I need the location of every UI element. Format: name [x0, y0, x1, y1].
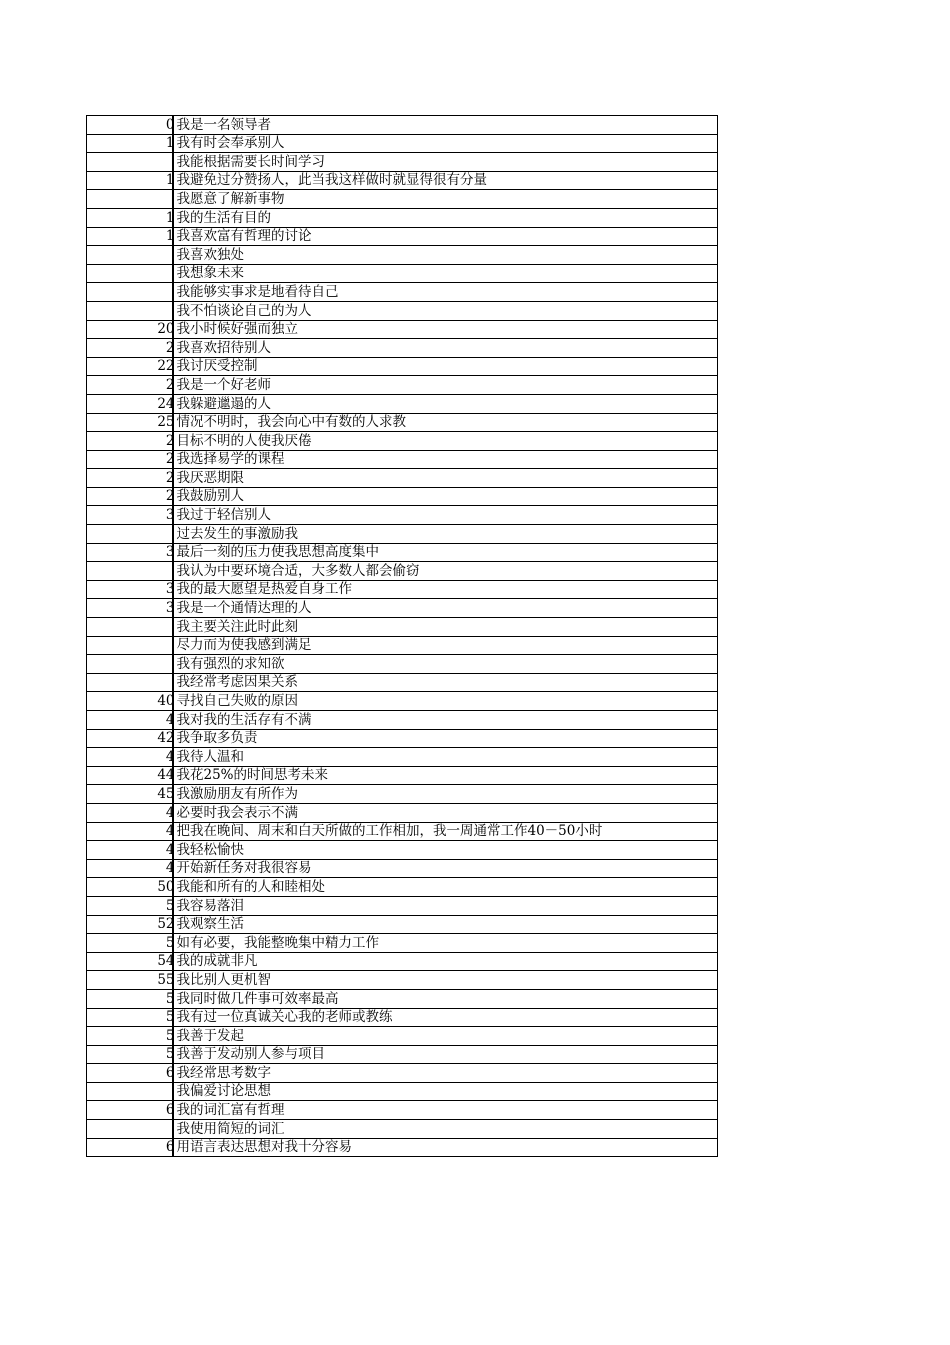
statement-cell[interactable]: 我容易落泪	[173, 896, 718, 915]
table-row	[87, 506, 718, 525]
row-number-cell[interactable]	[87, 116, 173, 135]
table-row	[87, 208, 718, 227]
statement-cell[interactable]: 如有必要，我能整晚集中精力工作	[173, 934, 718, 953]
row-number: 25	[157, 414, 175, 431]
statement-cell[interactable]: 我花25%的时间思考未来	[173, 766, 718, 785]
statement-cell[interactable]: 我有强烈的求知欲	[173, 655, 718, 674]
table-row	[87, 246, 718, 265]
statement-cell[interactable]: 我有过一位真诚关心我的老师或教练	[173, 1008, 718, 1027]
row-number: 3	[165, 507, 175, 524]
table-row	[87, 1064, 718, 1083]
row-number: 20	[157, 321, 175, 338]
row-number-cell[interactable]	[87, 1082, 173, 1101]
table-row	[87, 785, 718, 804]
statement-cell[interactable]: 我能和所有的人和睦相处	[173, 878, 718, 897]
row-number-cell[interactable]	[87, 339, 173, 358]
statement-cell[interactable]: 我对我的生活存有不满	[173, 711, 718, 730]
row-number: 5	[165, 1046, 175, 1063]
row-number: 22	[157, 358, 175, 375]
table-row	[87, 525, 718, 544]
row-number-cell[interactable]	[87, 580, 173, 599]
table-row	[87, 1045, 718, 1064]
table-row	[87, 413, 718, 432]
row-number-cell[interactable]	[87, 989, 173, 1008]
survey-sheet	[86, 115, 718, 1157]
statement-cell[interactable]: 我激励朋友有所作为	[173, 785, 718, 804]
row-number-cell[interactable]	[87, 394, 173, 413]
table-row	[87, 1101, 718, 1120]
row-number: 2	[165, 432, 175, 449]
table-row	[87, 134, 718, 153]
row-number-cell[interactable]	[87, 766, 173, 785]
row-number: 5	[165, 1009, 175, 1026]
table-row	[87, 432, 718, 451]
statement-cell[interactable]: 我的词汇富有哲理	[173, 1101, 718, 1120]
row-number-cell[interactable]	[87, 376, 173, 395]
row-number: 52	[157, 916, 175, 933]
statement-cell[interactable]: 我喜欢招待别人	[173, 339, 718, 358]
table-row	[87, 841, 718, 860]
table-row	[87, 357, 718, 376]
row-number: 42	[157, 730, 175, 747]
row-number-cell[interactable]	[87, 208, 173, 227]
row-number: 2	[165, 469, 175, 486]
statement-cell[interactable]: 我待人温和	[173, 748, 718, 767]
table-row	[87, 1008, 718, 1027]
row-number: 5	[165, 990, 175, 1007]
row-number-cell[interactable]	[87, 134, 173, 153]
table-row	[87, 227, 718, 246]
statement-cell[interactable]: 我的成就非凡	[173, 952, 718, 971]
statement-cell[interactable]: 我比别人更机智	[173, 971, 718, 990]
row-number: 44	[157, 767, 175, 784]
row-number-cell[interactable]	[87, 599, 173, 618]
row-number-cell[interactable]	[87, 636, 173, 655]
row-number: 0	[165, 116, 175, 133]
table-row	[87, 971, 718, 990]
table-row	[87, 320, 718, 339]
row-number-cell[interactable]	[87, 952, 173, 971]
row-number-cell[interactable]	[87, 692, 173, 711]
table-row	[87, 376, 718, 395]
table-row	[87, 116, 718, 135]
statement-cell[interactable]: 我是一个通情达理的人	[173, 599, 718, 618]
row-number: 50	[157, 878, 175, 895]
statement-cell[interactable]: 我喜欢富有哲理的讨论	[173, 227, 718, 246]
table-row	[87, 748, 718, 767]
row-number-cell[interactable]	[87, 413, 173, 432]
table-row	[87, 859, 718, 878]
row-number: 4	[165, 748, 175, 765]
row-number-cell[interactable]	[87, 357, 173, 376]
statement-cell[interactable]: 我躲避邋遢的人	[173, 394, 718, 413]
table-row	[87, 580, 718, 599]
row-number: 1	[165, 135, 175, 152]
row-number: 3	[165, 581, 175, 598]
table-row	[87, 339, 718, 358]
table-row	[87, 618, 718, 637]
table-row	[87, 283, 718, 302]
statement-cell[interactable]: 我讨厌受控制	[173, 357, 718, 376]
statement-cell[interactable]: 目标不明的人使我厌倦	[173, 432, 718, 451]
row-number: 1	[165, 228, 175, 245]
row-number-cell[interactable]	[87, 190, 173, 209]
statement-cell[interactable]: 最后一刻的压力使我思想高度集中	[173, 543, 718, 562]
table-row	[87, 655, 718, 674]
row-number-cell[interactable]	[87, 803, 173, 822]
table-row	[87, 562, 718, 581]
row-number-cell[interactable]	[87, 450, 173, 469]
row-number: 5	[165, 934, 175, 951]
table-row	[87, 153, 718, 172]
statement-cell[interactable]: 我能根据需要长时间学习	[173, 153, 718, 172]
row-number: 5	[165, 897, 175, 914]
table-row	[87, 636, 718, 655]
statement-cell[interactable]: 尽力而为使我感到满足	[173, 636, 718, 655]
row-number-cell[interactable]	[87, 264, 173, 283]
statement-cell[interactable]: 情况不明时，我会向心中有数的人求教	[173, 413, 718, 432]
row-number-cell[interactable]	[87, 1008, 173, 1027]
statement-cell[interactable]: 我鼓励别人	[173, 487, 718, 506]
row-number-cell[interactable]	[87, 655, 173, 674]
row-number-cell[interactable]	[87, 487, 173, 506]
statement-cell[interactable]: 我认为中要环境合适，大多数人都会偷窃	[173, 562, 718, 581]
row-number: 4	[165, 711, 175, 728]
row-number-cell[interactable]	[87, 320, 173, 339]
row-number-cell[interactable]	[87, 246, 173, 265]
statement-cell[interactable]: 我是一名领导者	[173, 116, 718, 135]
row-number: 6	[165, 1139, 175, 1156]
row-number-cell[interactable]	[87, 822, 173, 841]
statement-cell[interactable]: 我观察生活	[173, 915, 718, 934]
table-row	[87, 487, 718, 506]
row-number-cell[interactable]	[87, 971, 173, 990]
row-number: 55	[157, 971, 175, 988]
row-number: 2	[165, 451, 175, 468]
statement-cell[interactable]: 我轻松愉快	[173, 841, 718, 860]
table-row	[87, 1120, 718, 1139]
row-number-cell[interactable]	[87, 785, 173, 804]
row-number: 2	[165, 488, 175, 505]
statement-cell[interactable]: 把我在晚间、周末和白天所做的工作相加，我一周通常工作40－50小时	[173, 822, 718, 841]
row-number-cell[interactable]	[87, 562, 173, 581]
statement-cell[interactable]: 我厌恶期限	[173, 469, 718, 488]
sheet-body	[87, 116, 718, 1157]
table-row	[87, 934, 718, 953]
statement-cell[interactable]: 我小时候好强而独立	[173, 320, 718, 339]
row-number-cell[interactable]	[87, 859, 173, 878]
row-number: 4	[165, 841, 175, 858]
table-row	[87, 450, 718, 469]
row-number-cell[interactable]	[87, 618, 173, 637]
row-number: 4	[165, 804, 175, 821]
statement-cell[interactable]: 我不怕谈论自己的为人	[173, 301, 718, 320]
row-number-cell[interactable]	[87, 1101, 173, 1120]
statement-cell[interactable]: 我是一个好老师	[173, 376, 718, 395]
row-number-cell[interactable]	[87, 878, 173, 897]
table-row	[87, 190, 718, 209]
row-number-cell[interactable]	[87, 171, 173, 190]
table-row	[87, 301, 718, 320]
row-number-cell[interactable]	[87, 153, 173, 172]
statement-cell[interactable]: 过去发生的事激励我	[173, 525, 718, 544]
row-number: 40	[157, 693, 175, 709]
row-number-cell[interactable]	[87, 841, 173, 860]
statement-cell[interactable]: 我同时做几件事可效率最高	[173, 989, 718, 1008]
row-number-cell[interactable]	[87, 896, 173, 915]
table-row	[87, 1138, 718, 1157]
table-row	[87, 878, 718, 897]
statement-cell[interactable]: 我善于发动别人参与项目	[173, 1045, 718, 1064]
statement-cell[interactable]: 我避免过分赞扬人，此当我这样做时就显得很有分量	[173, 171, 718, 190]
statement-cell[interactable]: 我经常思考数字	[173, 1064, 718, 1083]
statement-cell[interactable]: 我有时会奉承别人	[173, 134, 718, 153]
table-row	[87, 171, 718, 190]
statement-cell[interactable]: 用语言表达思想对我十分容易	[173, 1138, 718, 1157]
row-number-cell[interactable]	[87, 729, 173, 748]
table-row	[87, 915, 718, 934]
row-number: 2	[165, 376, 175, 393]
row-number: 3	[165, 544, 175, 561]
table-row	[87, 1082, 718, 1101]
row-number-cell[interactable]	[87, 673, 173, 692]
row-number: 1	[165, 172, 175, 189]
statement-cell[interactable]: 我争取多负责	[173, 729, 718, 748]
table-row	[87, 729, 718, 748]
row-number-cell[interactable]	[87, 1027, 173, 1046]
row-number: 2	[165, 339, 175, 356]
statement-cell[interactable]: 我偏爱讨论思想	[173, 1082, 718, 1101]
row-number-cell[interactable]	[87, 543, 173, 562]
table-row	[87, 803, 718, 822]
statement-cell[interactable]: 我善于发起	[173, 1027, 718, 1046]
statement-cell[interactable]: 我的生活有目的	[173, 208, 718, 227]
statement-cell[interactable]: 必要时我会表示不满	[173, 803, 718, 822]
row-number: 6	[165, 1102, 175, 1119]
table-row	[87, 469, 718, 488]
table-row	[87, 1027, 718, 1046]
row-number-cell[interactable]	[87, 432, 173, 451]
table-row	[87, 543, 718, 562]
table-row	[87, 822, 718, 841]
statement-cell[interactable]: 我能够实事求是地看待自己	[173, 283, 718, 302]
statement-cell[interactable]: 我愿意了解新事物	[173, 190, 718, 209]
row-number: 5	[165, 1027, 175, 1044]
row-number: 4	[165, 823, 175, 840]
statement-cell[interactable]: 开始新任务对我很容易	[173, 859, 718, 878]
statement-cell[interactable]: 我选择易学的课程	[173, 450, 718, 469]
statement-cell[interactable]: 我经常考虑因果关系	[173, 673, 718, 692]
table-row	[87, 673, 718, 692]
row-number-cell[interactable]	[87, 301, 173, 320]
row-number-cell[interactable]	[87, 934, 173, 953]
row-number-cell[interactable]	[87, 227, 173, 246]
statement-cell[interactable]: 我想象未来	[173, 264, 718, 283]
table-row	[87, 264, 718, 283]
row-number: 24	[157, 395, 175, 412]
statement-cell[interactable]: 我主要关注此时此刻	[173, 618, 718, 637]
row-number-cell[interactable]	[87, 469, 173, 488]
statement-cell[interactable]: 我过于轻信别人	[173, 506, 718, 525]
table-row	[87, 766, 718, 785]
table-row	[87, 599, 718, 618]
row-number-cell[interactable]	[87, 1045, 173, 1064]
row-number-cell[interactable]	[87, 1120, 173, 1139]
row-number-cell[interactable]	[87, 283, 173, 302]
table-row	[87, 896, 718, 915]
row-number: 6	[165, 1064, 175, 1081]
statement-cell[interactable]: 寻找自己失败的原因	[173, 692, 718, 711]
row-number-cell[interactable]	[87, 1064, 173, 1083]
statement-cell[interactable]: 我使用简短的词汇	[173, 1120, 718, 1139]
statement-cell[interactable]: 我喜欢独处	[173, 246, 718, 265]
row-number-cell[interactable]	[87, 915, 173, 934]
row-number-cell[interactable]	[87, 525, 173, 544]
table-row	[87, 394, 718, 413]
table-row	[87, 711, 718, 730]
table-row	[87, 692, 718, 711]
row-number-cell[interactable]	[87, 506, 173, 525]
table-row	[87, 952, 718, 971]
statement-cell[interactable]: 我的最大愿望是热爱自身工作	[173, 580, 718, 599]
row-number: 54	[157, 953, 175, 970]
row-number-cell[interactable]	[87, 748, 173, 767]
table-row	[87, 989, 718, 1008]
row-number: 1	[165, 209, 175, 226]
row-number: 45	[157, 785, 175, 802]
row-number: 3	[165, 600, 175, 617]
row-number-cell[interactable]	[87, 711, 173, 730]
row-number-cell[interactable]	[87, 1138, 173, 1157]
row-number: 4	[165, 860, 175, 877]
